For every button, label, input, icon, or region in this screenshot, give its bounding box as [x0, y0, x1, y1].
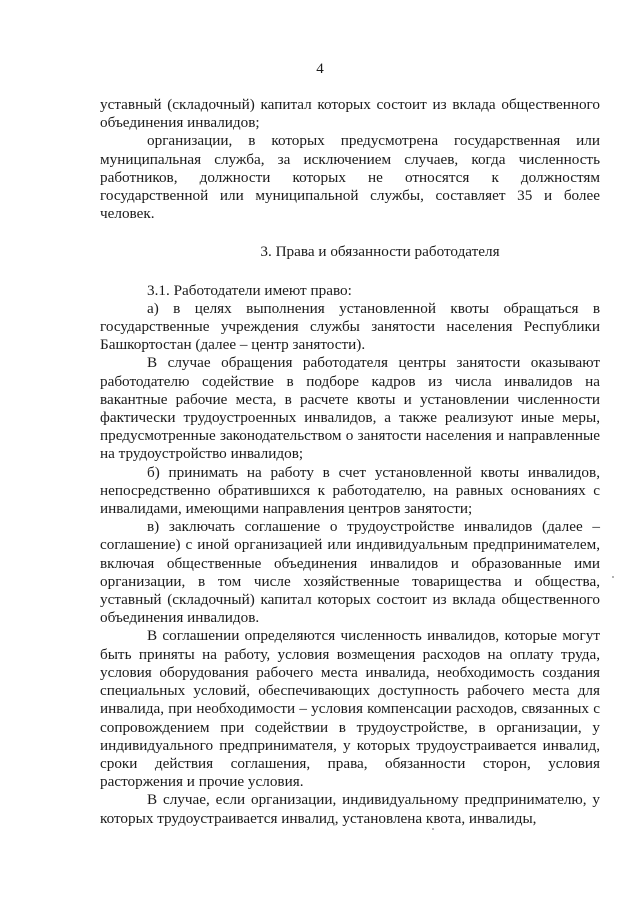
paragraph: организации, в которых предусмотрена государственная или муниципальная служба, за исключением случаев, когда численность работников, должности которых не относятся к должностям государственной или муниципальной службы, составляет 35 и более человек.: [100, 132, 600, 223]
paragraph: В случае обращения работодателя центры занятости оказывают работодателю содействие в подборе кадров из числа инвалидов на вакантные рабочие места, в расчете квоты и установлении численности фактически трудоустроенных инвалидов, а также реализуют иные меры, предусмотренные законодательством о занятости населения и направленные на трудоустройство инвалидов;: [100, 354, 600, 463]
clause-a: а) в целях выполнения установленной квоты обращаться в государственные учреждения службы занятости населения Республики Башкортостан (далее – центр занятости).: [100, 299, 600, 354]
clause-b: б) принимать на работу в счет установленной квоты инвалидов, непосредственно обратившихся к работодателю, на равных основаниях с инвалидами, имеющими направления центров занятости;: [100, 463, 600, 518]
clause-c: в) заключать соглашение о трудоустройстве инвалидов (далее – соглашение) с иной организацией или индивидуальным предпринимателем, включая общественные объединения инвалидов и образованные ими организации, в том числе хозяйственные товарищества и общества, уставный (складочный) капитал которых состоит из вклада общественного объединения инвалидов.: [100, 518, 600, 627]
paragraph: уставный (складочный) капитал которых состоит из вклада общественного объединения инвалидов;: [100, 96, 600, 132]
document-body: [100, 96, 600, 828]
paragraph: В соглашении определяются численность инвалидов, которые могут быть приняты на работу, условия возмещения расходов на оплату труда, условия оборудования рабочего места инвалида, необходимость создания специальных условий, обеспечивающих доступность рабочего места для инвалида, при необходимости – условия компенсации расходов, связанных с сопровождением при содействии в трудоустройстве, в организации, у индивидуального предпринимателя, у которых трудоустраивается инвалид, сроки действия соглашения, права, обязанности сторон, условия расторжения и прочие условия.: [100, 627, 600, 791]
section-heading: 3. Права и обязанности работодателя: [260, 243, 500, 261]
clause-title: 3.1. Работодатели имеют право:: [147, 281, 352, 299]
scan-speck: [432, 828, 434, 830]
paragraph: В случае, если организации, индивидуальному предпринимателю, у которых трудоустраивается инвалид, установлена квота, инвалиды,: [100, 791, 600, 827]
page-number: 4: [316, 61, 324, 77]
scan-speck: [612, 576, 614, 578]
